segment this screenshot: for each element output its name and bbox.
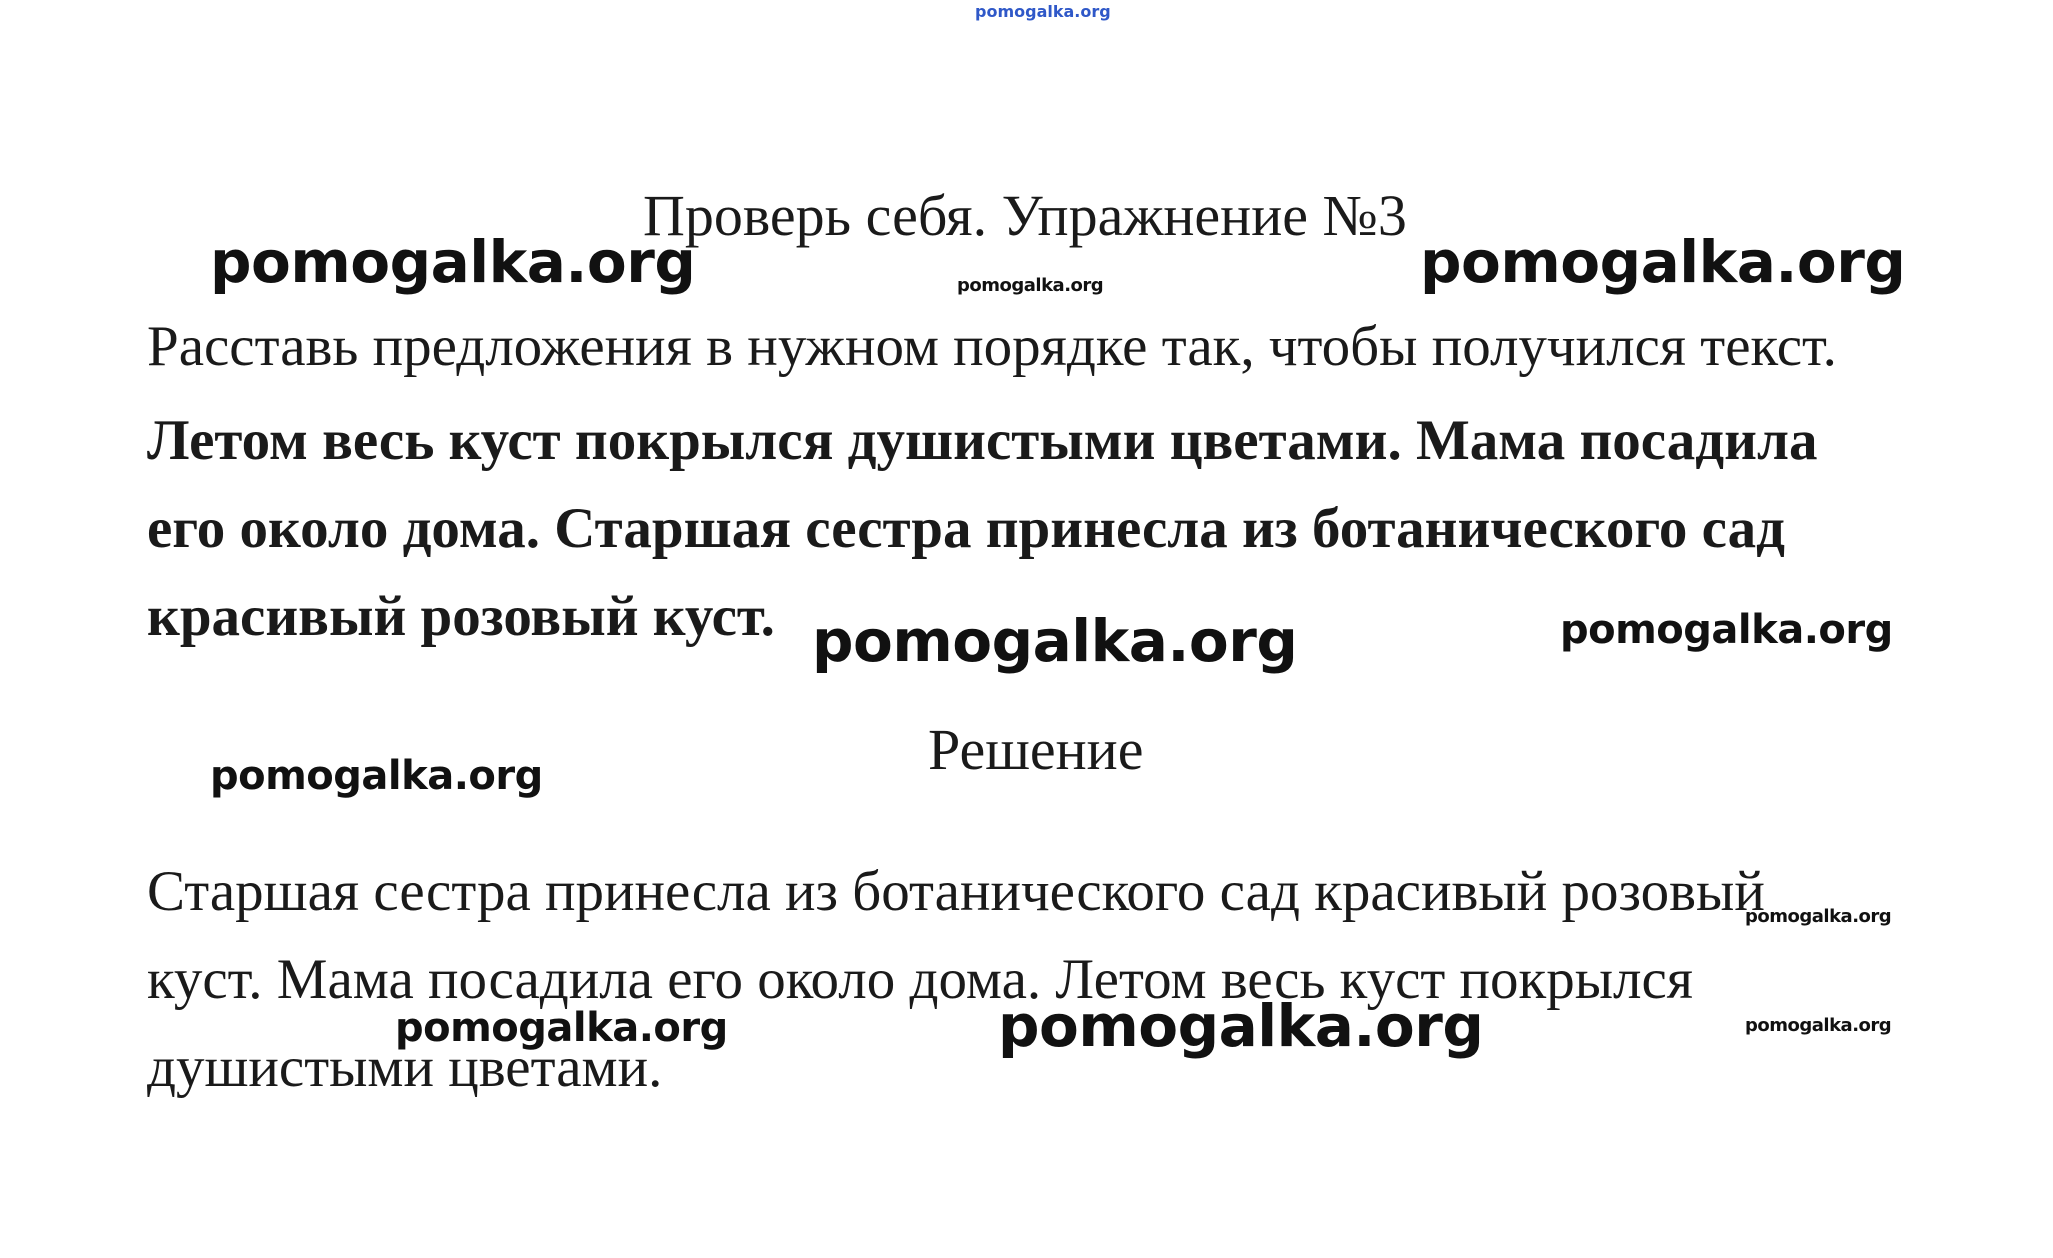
task-text: Летом весь куст покрылся душистыми цветами. Мама посадила его около дома. Старшая сестра принесла из ботанического сад красивый розовый куст. bbox=[147, 409, 1818, 648]
header-watermark: pomogalka.org bbox=[975, 2, 1111, 21]
watermark: pomogalka.org bbox=[957, 275, 1104, 296]
watermark: pomogalka.org bbox=[395, 1005, 728, 1051]
watermark: pomogalka.org bbox=[210, 228, 696, 296]
watermark: pomogalka.org bbox=[210, 753, 543, 799]
solution-text: Старшая сестра принесла из ботанического сад красивый розовый куст. Мама посадила его около дома. Летом весь куст покрылся душистыми цветами. bbox=[147, 860, 1765, 1099]
solution-heading: Решение bbox=[928, 717, 1144, 782]
watermark: pomogalka.org bbox=[998, 992, 1484, 1060]
watermark: pomogalka.org bbox=[1745, 906, 1892, 927]
instruction-text: Расставь предложения в нужном порядке так, чтобы получился текст. bbox=[147, 315, 1837, 378]
watermark: pomogalka.org bbox=[1745, 1015, 1892, 1036]
watermark: pomogalka.org bbox=[1420, 228, 1906, 296]
page-title: Проверь себя. Упражнение №3 bbox=[643, 183, 1407, 248]
watermark: pomogalka.org bbox=[1560, 607, 1893, 653]
watermark: pomogalka.org bbox=[812, 607, 1298, 675]
